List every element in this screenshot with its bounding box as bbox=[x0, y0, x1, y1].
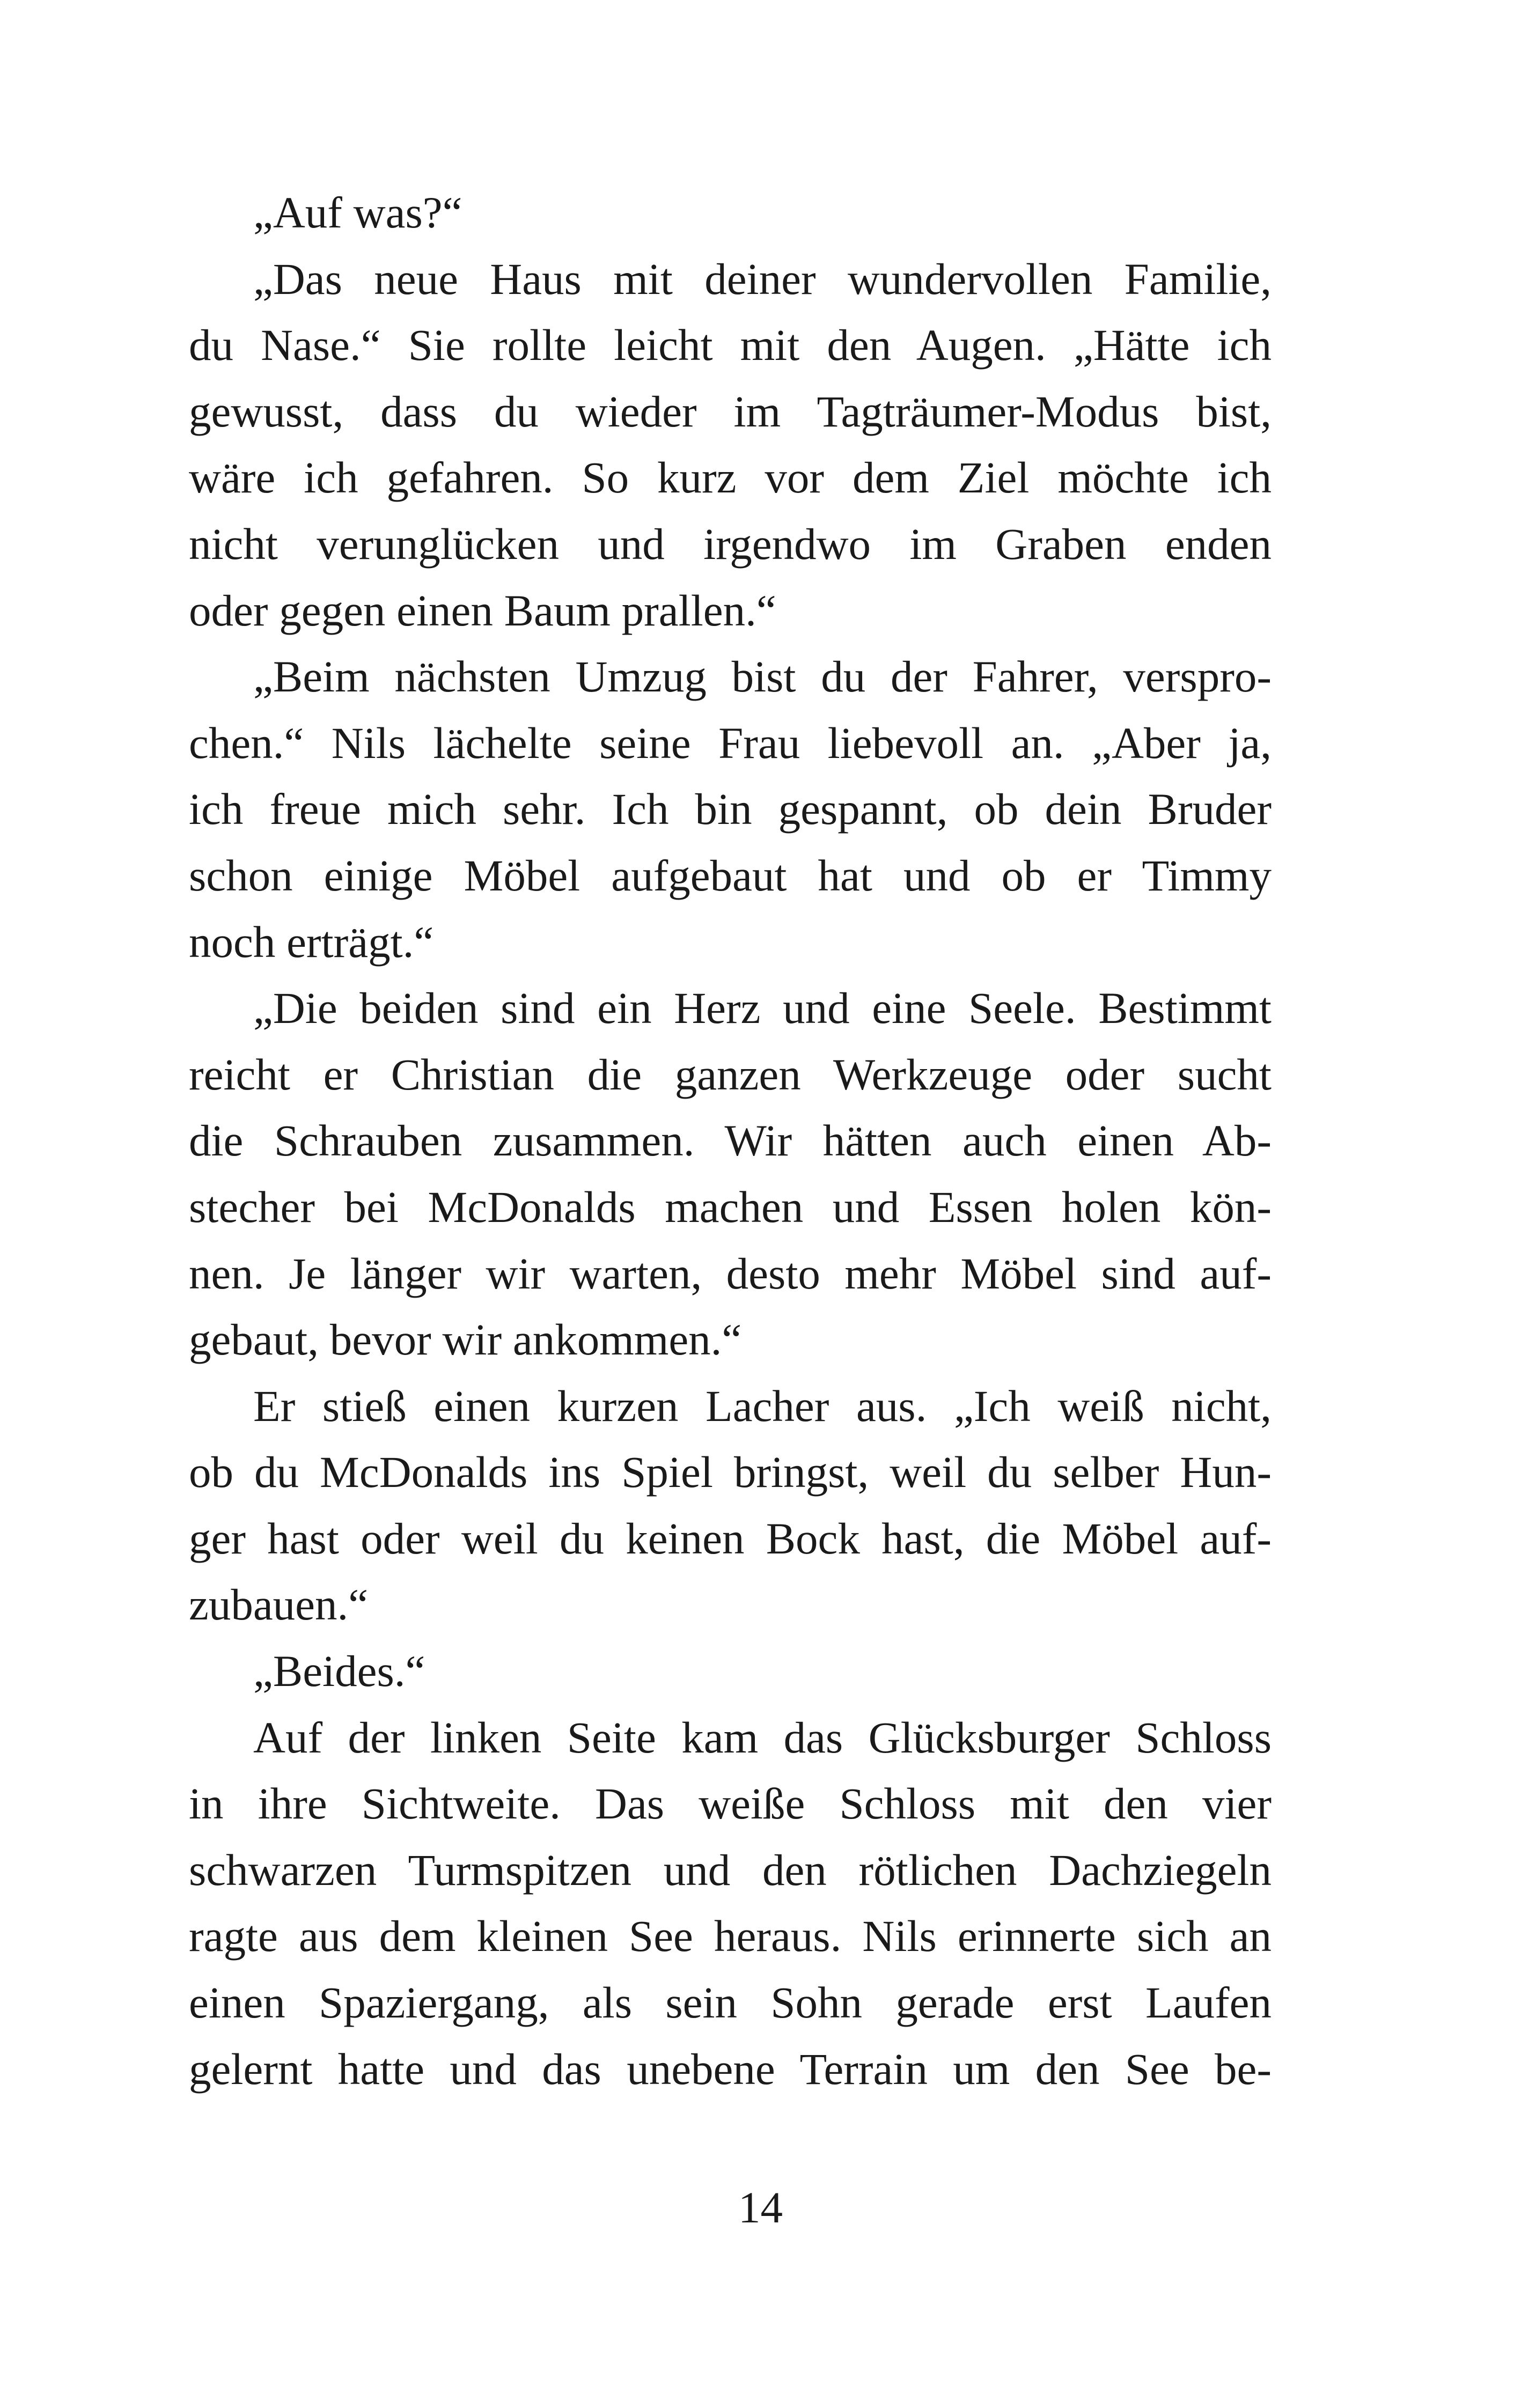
text-line: „Das neue Haus mit deiner wundervollen Familie, bbox=[253, 254, 1272, 304]
text-line: schwarzen Turmspitzen und den rötlichen Dachziegeln bbox=[189, 1845, 1272, 1895]
page-body-text bbox=[189, 180, 1272, 2102]
text-line: nen. Je länger wir warten, desto mehr Möbel sind auf- bbox=[189, 1248, 1272, 1298]
text-line: nicht verunglücken und irgendwo im Graben enden bbox=[189, 519, 1272, 569]
text-line: chen.“ Nils lächelte seine Frau liebevoll an. „Aber ja, bbox=[189, 718, 1272, 768]
text-line: gebaut, bevor wir ankommen.“ bbox=[189, 1315, 742, 1365]
text-line: reicht er Christian die ganzen Werkzeuge oder sucht bbox=[189, 1049, 1272, 1099]
text-line: ob du McDonalds ins Spiel bringst, weil du selber Hun- bbox=[189, 1447, 1272, 1497]
text-line: ich freue mich sehr. Ich bin gespannt, ob dein Bruder bbox=[189, 784, 1272, 834]
text-line: die Schrauben zusammen. Wir hätten auch einen Ab- bbox=[189, 1116, 1272, 1166]
text-line: gewusst, dass du wieder im Tagträumer-Modus bist, bbox=[189, 386, 1272, 436]
text-line: „Auf was?“ bbox=[253, 188, 462, 237]
text-line: „Beim nächsten Umzug bist du der Fahrer, verspro- bbox=[253, 652, 1272, 702]
text-line: ger hast oder weil du keinen Bock hast, die Möbel auf- bbox=[189, 1513, 1272, 1563]
text-line: Er stieß einen kurzen Lacher aus. „Ich weiß nicht, bbox=[253, 1381, 1272, 1431]
text-line: „Die beiden sind ein Herz und eine Seele. Bestimmt bbox=[253, 983, 1272, 1033]
text-line: oder gegen einen Baum prallen.“ bbox=[189, 585, 776, 635]
text-line: stecher bei McDonalds machen und Essen holen kön- bbox=[189, 1182, 1272, 1232]
text-line: in ihre Sichtweite. Das weiße Schloss mit den vier bbox=[189, 1779, 1272, 1829]
text-line: „Beides.“ bbox=[253, 1646, 425, 1696]
text-line: ragte aus dem kleinen See heraus. Nils erinnerte sich an bbox=[189, 1911, 1272, 1961]
text-line: noch erträgt.“ bbox=[189, 917, 434, 967]
text-line: schon einige Möbel aufgebaut hat und ob er Timmy bbox=[189, 850, 1272, 900]
page-number: 14 bbox=[738, 2183, 783, 2232]
text-line: du Nase.“ Sie rollte leicht mit den Augen. „Hätte ich bbox=[189, 320, 1272, 370]
text-line: einen Spaziergang, als sein Sohn gerade erst Laufen bbox=[189, 1978, 1272, 2028]
text-line: gelernt hatte und das unebene Terrain um den See be- bbox=[189, 2044, 1272, 2094]
text-line: Auf der linken Seite kam das Glücksburger Schloss bbox=[253, 1712, 1272, 1762]
text-line: wäre ich gefahren. So kurz vor dem Ziel möchte ich bbox=[189, 453, 1272, 503]
text-line: zubauen.“ bbox=[189, 1580, 369, 1630]
